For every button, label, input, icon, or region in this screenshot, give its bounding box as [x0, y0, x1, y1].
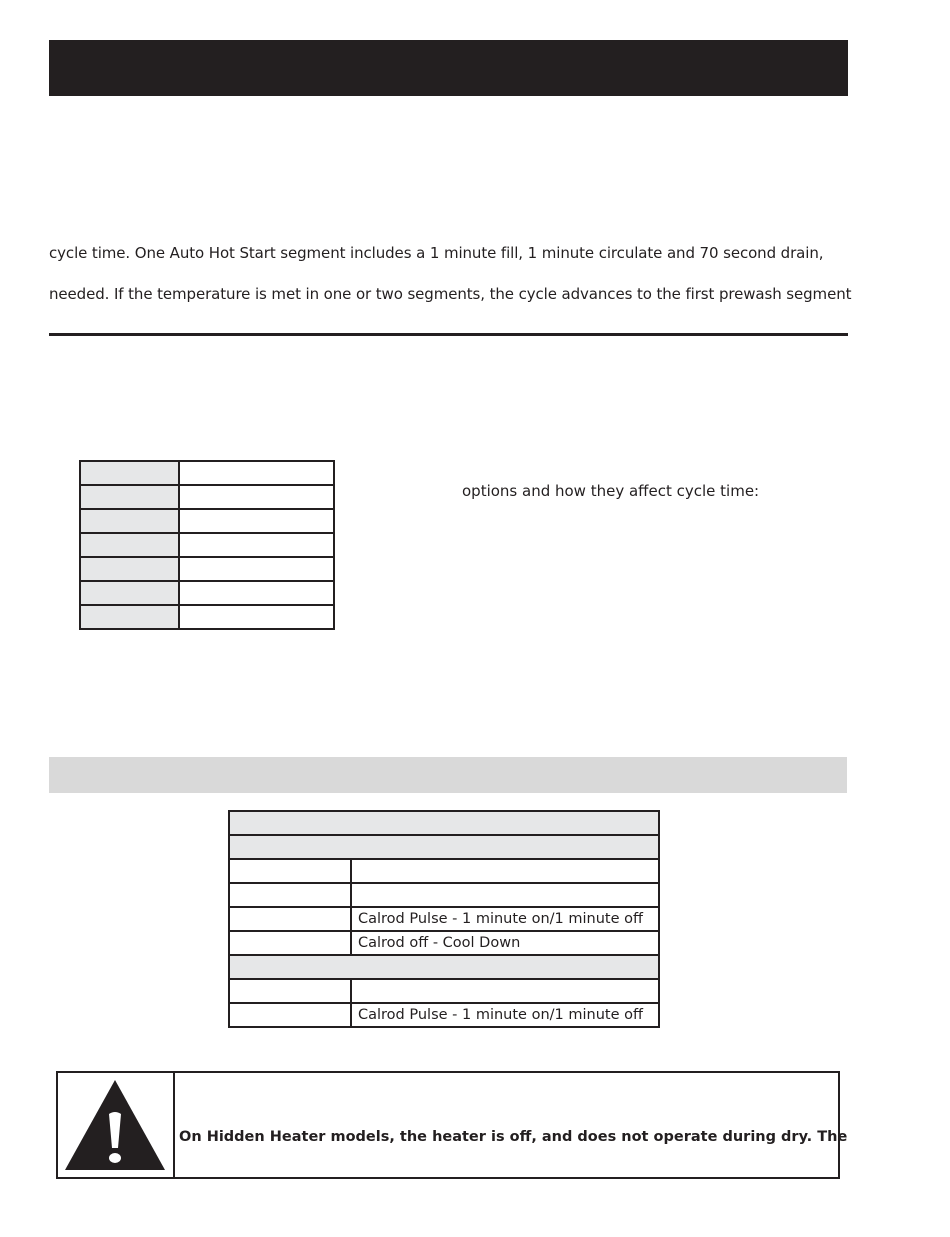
table-row: [229, 907, 659, 931]
section-divider: [49, 333, 848, 336]
table-cell: [80, 461, 179, 485]
table-row: [80, 581, 334, 605]
table-cell: [80, 509, 179, 533]
phase-cell: [229, 931, 351, 955]
table-row: [229, 1003, 659, 1027]
body-text-line-1: cycle time. One Auto Hot Start segment includes a 1 minute fill, 1 minute circulate and 70 second drain,: [49, 244, 824, 262]
table-row: [229, 979, 659, 1003]
phase-cell: [229, 1003, 351, 1027]
phase-cell: [229, 883, 351, 907]
table-section-row: [229, 955, 659, 979]
section-heading-bar: [49, 757, 847, 793]
table-title: [229, 811, 659, 835]
table-cell: [80, 533, 179, 557]
table-cell: [179, 485, 334, 509]
phase-cell: [229, 907, 351, 931]
heater-table: [228, 810, 660, 1028]
phase-cell: [229, 979, 351, 1003]
action-cell: [351, 859, 659, 883]
table-row: [80, 533, 334, 557]
table-row: [80, 461, 334, 485]
table-cell: [179, 605, 334, 629]
table-cell: [80, 485, 179, 509]
options-table: [79, 460, 335, 630]
table-row: [80, 605, 334, 629]
action-cell: Calrod off - Cool Down: [351, 931, 659, 955]
section-heading: [229, 955, 659, 979]
table-cell: [179, 461, 334, 485]
phase-cell: [229, 859, 351, 883]
options-intro-text: options and how they affect cycle time:: [462, 482, 760, 500]
table-row: [80, 557, 334, 581]
body-text-line-2: needed. If the temperature is met in one or two segments, the cycle advances to the first prewash segment: [49, 285, 852, 303]
table-title-row: [229, 811, 659, 835]
table-row: [80, 485, 334, 509]
table-cell: [179, 557, 334, 581]
table-row: [229, 859, 659, 883]
warning-triangle-icon: [63, 1078, 167, 1172]
table-cell: [179, 509, 334, 533]
table-cell: [80, 605, 179, 629]
table-cell: [80, 581, 179, 605]
warning-box: [56, 1071, 848, 1179]
action-cell: Calrod Pulse - 1 minute on/1 minute off: [351, 1003, 659, 1027]
table-cell: [80, 557, 179, 581]
warning-icon-cell: [58, 1073, 175, 1177]
action-cell: Calrod Pulse - 1 minute on/1 minute off: [351, 907, 659, 931]
table-section-row: [229, 835, 659, 859]
table-row: [80, 509, 334, 533]
table-cell: [179, 533, 334, 557]
header-bar: [49, 40, 848, 96]
section-heading: [229, 835, 659, 859]
action-cell: [351, 979, 659, 1003]
table-row: [229, 883, 659, 907]
table-row: [229, 931, 659, 955]
warning-text: On Hidden Heater models, the heater is off, and does not operate during dry. The: [179, 1129, 848, 1145]
table-cell: [179, 581, 334, 605]
action-cell: [351, 883, 659, 907]
